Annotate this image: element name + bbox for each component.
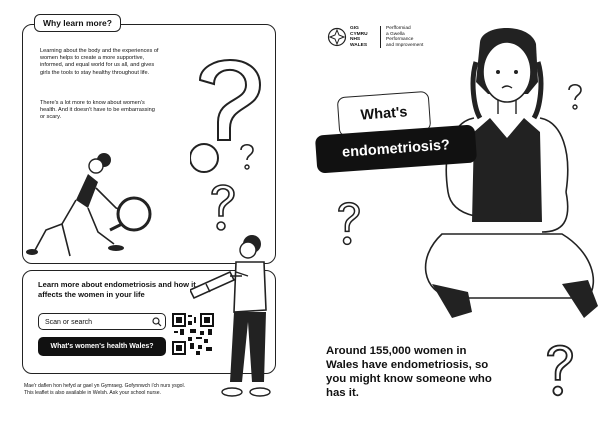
why-learn-heading: Why learn more? <box>34 14 121 32</box>
learn-more-heading: Learn more about endometriosis and how it affects the women in your life <box>38 280 196 299</box>
headline-endometriosis: endometriosis? <box>315 124 477 173</box>
search-field[interactable] <box>38 313 166 330</box>
logo-a-gwella: a Gwella <box>386 31 405 37</box>
headline-whats: What's <box>337 91 432 137</box>
seated-woman-illustration <box>412 22 600 342</box>
reassurance-paragraph: There's a lot more to know about women's health. And it doesn't have to be embarrassing or scary. <box>40 100 155 121</box>
girl-with-magnifier-illustration <box>26 148 156 260</box>
logo-performance: Performance <box>386 37 414 43</box>
prevalence-statement: Around 155,000 women in Wales have endometriosis, so you might know someone who has it. <box>326 345 492 399</box>
logo-gig: GIG <box>350 26 359 31</box>
logo-perfformiad: Perfformiad <box>386 26 411 31</box>
logo-nhs: NHS <box>350 37 361 43</box>
boy-with-telescope-illustration <box>190 232 280 402</box>
small-question-mark-icon <box>566 82 584 114</box>
logo-improvement: and Improvement <box>386 42 424 48</box>
medium-question-mark-icon <box>208 180 238 236</box>
logo-cymru: CYMRU <box>350 31 368 37</box>
welsh-language-line: Mae'r daflen hon hefyd ar gael yn Gymraeg. Gofynnwch i'ch nurs ysgol. <box>24 383 186 389</box>
search-icon <box>152 317 162 327</box>
nhs-wales-logo-text <box>350 26 368 48</box>
nhs-wales-logo-icon <box>327 27 347 47</box>
intro-paragraph: Learning about the body and the experiences of women helps to create a more supportive, informed, and equal world for us all, and gives girls the tools to stay healthy throughout life. <box>40 48 159 76</box>
logo-divider <box>380 26 381 48</box>
logo-wales: WALES <box>350 42 368 48</box>
large-question-mark-icon <box>540 340 580 402</box>
medium-question-mark-icon <box>334 198 364 250</box>
whats-womens-health-button[interactable]: What's women's health Wales? <box>38 337 166 356</box>
small-question-mark-icon <box>238 142 256 174</box>
question-mark-icon <box>190 50 270 200</box>
english-language-line: This leaflet is also available in Welsh. Ask your school nurse. <box>24 390 161 396</box>
language-note <box>24 383 244 397</box>
search-field-label: Scan or search <box>45 319 93 326</box>
